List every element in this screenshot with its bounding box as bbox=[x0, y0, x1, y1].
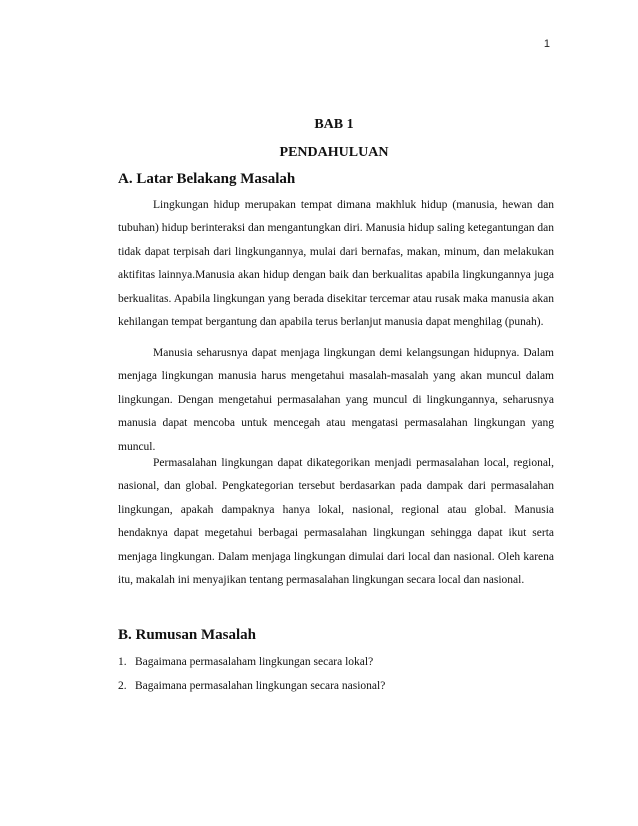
paragraph-1-text: Lingkungan hidup merupakan tempat dimana makhluk hidup (manusia, hewan dan tubuhan) hidup berinteraksi dan mengantungkan diri. Manusia hidup saling ketegantungan dan tidak dapat terpisah dari lingkungannya, mulai dari bernafas, makan, minum, dan melakukan aktifitas lainnya.Manusia akan hidup dengan baik dan berkualitas apabila lingkungannya juga berkualitas. Apabila lingkungan yang berada disekitar tercemar atau rusak maka manusia akan kehilangan tempat bergantung dan apabila terus berlanjut manusia dapat menghilag (punah). bbox=[118, 199, 554, 329]
chapter-title: PENDAHULUAN bbox=[279, 145, 389, 160]
paragraph-3 bbox=[118, 452, 554, 592]
problem-list bbox=[118, 650, 554, 698]
page-number: 1 bbox=[543, 38, 550, 50]
section-a-heading: A. Latar Belakang Masalah bbox=[118, 171, 296, 187]
paragraph-3-text: Permasalahan lingkungan dapat dikategorikan menjadi permasalahan local, regional, nasional, dan global. Pengkategorian tersebut berdasarkan pada dampak dari permasalahan lingkungan, apakah dampaknya hanya lokal, nasional, regional atau global. Manusia hendaknya dapat megetahui berbagai permasalahan lingkungan sehingga dapat ikut serta menjaga lingkungan. Dalam menjaga lingkungan dimulai dari local dan nasional. Oleh karena itu, makalah ini menyajikan tentang permasalahan lingkungan secara local dan nasional. bbox=[118, 457, 554, 587]
paragraph-2 bbox=[118, 342, 554, 459]
list-item bbox=[118, 650, 554, 674]
chapter-label: BAB 1 bbox=[314, 117, 354, 132]
list-item bbox=[118, 674, 554, 698]
section-b-heading: B. Rumusan Masalah bbox=[118, 627, 256, 643]
list-item-text: Bagaimana permasalaham lingkungan secara lokal? bbox=[135, 656, 374, 668]
list-item-number: 1. bbox=[118, 656, 127, 668]
list-item-text: Bagaimana permasalahan lingkungan secara nasional? bbox=[135, 680, 386, 692]
list-item-number: 2. bbox=[118, 680, 127, 692]
paragraph-2-text: Manusia seharusnya dapat menjaga lingkungan demi kelangsungan hidupnya. Dalam menjaga lingkungan manusia harus mengetahui masalah-masalah yang akan muncul dalam lingkungan. Dengan mengetahui permasalahan yang muncul di lingkungannya, seharusnya manusia dapat mencoba untuk mencegah atau mengatasi permasalahan lingkungan yang muncul. bbox=[118, 347, 554, 453]
paragraph-1 bbox=[118, 194, 554, 334]
